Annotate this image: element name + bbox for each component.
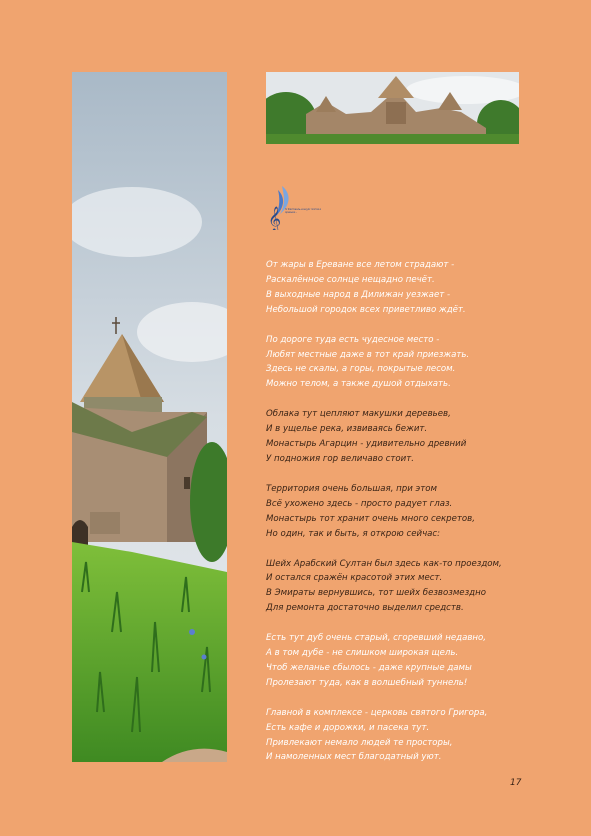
- poem-line: В Эмираты вернувшись, тот шейх безвозмездно: [266, 588, 486, 599]
- poem-line: Облака тут цепляют макушки деревьев,: [266, 409, 451, 420]
- festival-logo: [266, 184, 326, 230]
- poem-line: От жары в Ереване все летом страдают -: [266, 260, 455, 270]
- poem-line: Небольшой городок всех приветливо ждёт.: [266, 304, 466, 315]
- poem-line: Есть кафе и дорожки, и пасека тут.: [266, 722, 430, 733]
- stanza: [266, 706, 556, 766]
- poem-line: Чтоб желанье сбылось - даже крупные дамы: [266, 662, 472, 673]
- poem-line: И намоленных мест благодатный уют.: [266, 752, 442, 763]
- poem-line: Для ремонта достаточно выделил средств.: [266, 603, 464, 614]
- poem-line: Здесь не скалы, а горы, покрытые лесом.: [266, 364, 456, 375]
- poem-line: Шейх Арабский Султан был здесь как-то проездом,: [266, 558, 502, 569]
- poem-line: По дороге туда есть чудесное место -: [266, 334, 440, 345]
- poem-line: Монастырь тот хранит очень много секретов,: [266, 513, 475, 524]
- poem-line: А в том дубе - не слишком широкая щель.: [266, 648, 459, 659]
- stanza: [266, 557, 556, 617]
- stanza: [266, 631, 556, 691]
- poem-line: Пролезают туда, как в волшебный туннель!: [266, 677, 468, 688]
- poem-line: Привлекают немало людей те просторы,: [266, 737, 453, 748]
- poem-line: И в ущелье река, извиваясь бежит.: [266, 424, 428, 435]
- poem-line: Есть тут дуб очень старый, сгоревший недавно,: [266, 633, 487, 644]
- poem-line: И остался сражён красотой этих мест.: [266, 573, 443, 584]
- poem-line: Любят местные даже в тот край приезжать.: [266, 349, 470, 360]
- stanza: [266, 333, 556, 393]
- poem-line: Монастырь Агарцин - удивительно древний: [266, 439, 467, 450]
- poem-line: Всё ухожено здесь - просто радует глаз.: [266, 498, 453, 509]
- poem-line: Но один, так и быть, я открою сейчас:: [266, 528, 441, 539]
- poem: [266, 258, 556, 780]
- poem-line: У подножия гор величаво стоит.: [266, 453, 414, 464]
- page-number: 17: [510, 778, 522, 788]
- poem-line: Территория очень большая, при этом: [266, 483, 438, 494]
- poem-line: Можно телом, а также душой отдыхать.: [266, 379, 451, 390]
- stanza: [266, 407, 556, 467]
- monastery-photo-wide: [266, 72, 519, 144]
- stanza: [266, 258, 556, 318]
- poem-line: Главной в комплексе - церковь святого Григора,: [266, 707, 488, 718]
- poem-line: Раскалённое солнце нещадно печёт.: [266, 274, 435, 285]
- monastery-photo-tall: [72, 72, 227, 762]
- poem-line: В выходные народ в Дилижан уезжает -: [266, 289, 451, 300]
- stanza: [266, 482, 556, 542]
- logo-caption: IV Фестиваль-конкурс поэтов в Армении...: [285, 208, 321, 214]
- svg-text:𝄞: 𝄞: [268, 207, 282, 230]
